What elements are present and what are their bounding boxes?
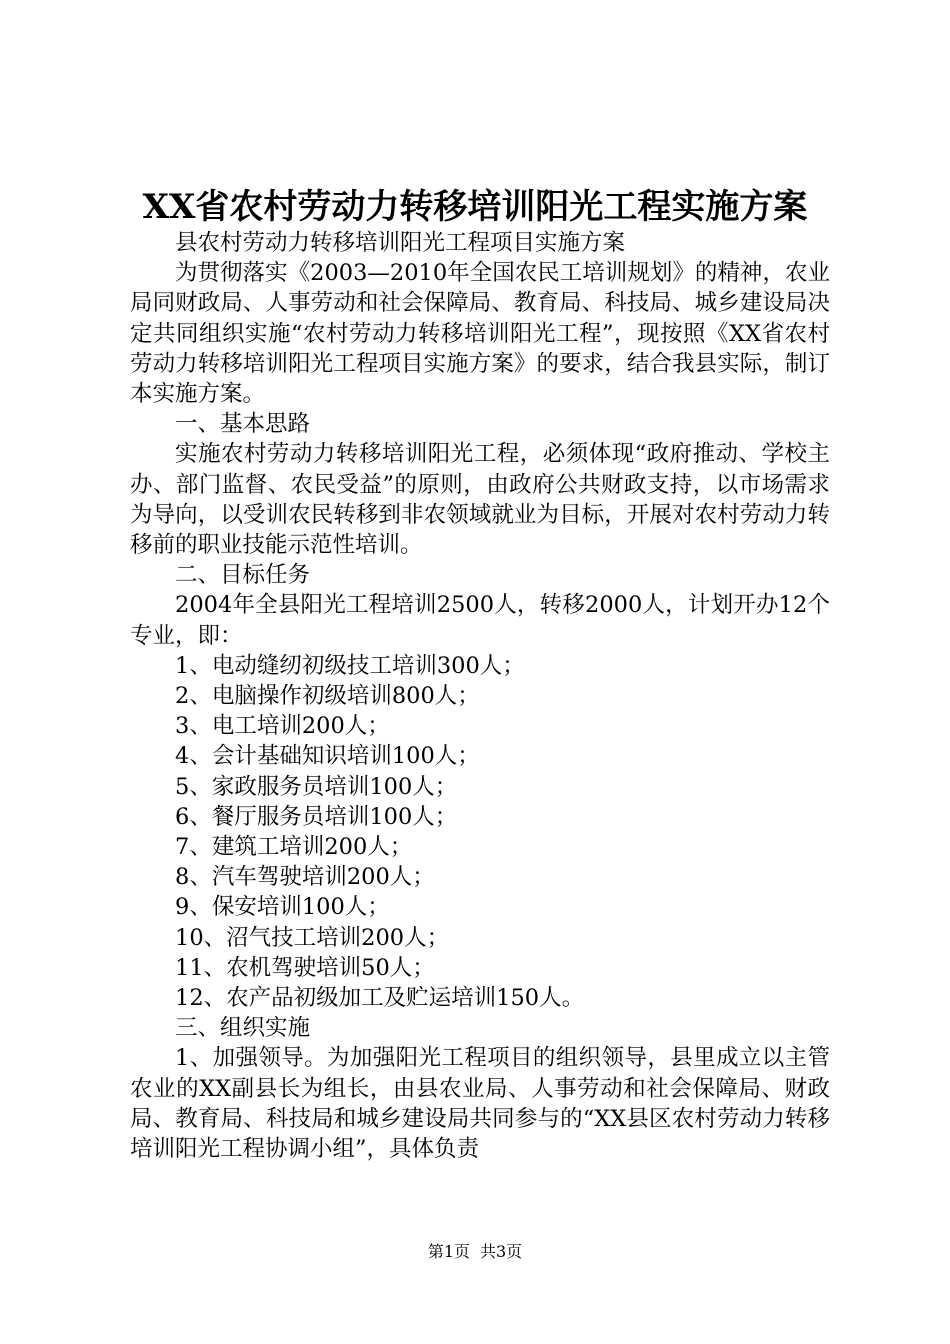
list-item: 7、建筑工培训200人； [175,834,413,861]
goals-paragraph: 2004年全县阳光工程培训2500人，转移2000人，计划开办12个专业，即： [130,592,830,649]
organization-paragraph: 1、加强领导。为加强阳光工程项目的组织领导，县里成立以主管农业的XX副县长为组长，由县农业局、人事劳动和社会保障局、财政局、教育局、科技局和城乡建设局共同参与的“XX县区农村劳动力转移培训阳光工程协调小组”，具体负责 [130,1045,830,1163]
list-item: 10、沼气技工培训200人； [175,924,450,951]
page-total: 共3页 [480,1242,523,1261]
section-heading-goals: 二、目标任务 [175,562,311,589]
page-number: 第1页 [427,1242,470,1261]
list-item: 3、电工培训200人； [175,713,390,740]
list-item: 2、电脑操作初级培训800人； [175,683,480,710]
list-item: 6、餐厅服务员培训100人； [175,803,458,830]
section-heading-basic-ideas: 一、基本思路 [175,411,311,438]
page-footer [0,1240,950,1264]
section-heading-organization: 三、组织实施 [175,1015,311,1042]
list-item: 5、家政服务员培训100人； [175,773,458,800]
intro-paragraph: 为贯彻落实《2003—2010年全国农民工培训规划》的精神，农业局同财政局、人事劳动和社会保障局、教育局、科技局、城乡建设局决定共同组织实施“农村劳动力转移培训阳光工程”，现按照《XX省农村劳动力转移培训阳光工程项目实施方案》的要求，结合我县实际，制订本实施方案。 [130,260,830,408]
list-item: 12、农产品初级加工及贮运培训150人。 [175,985,585,1012]
list-item: 11、农机驾驶培训50人； [175,954,435,981]
document-title: XX省农村劳动力转移培训阳光工程实施方案 [142,187,808,227]
list-item: 4、会计基础知识培训100人； [175,743,480,770]
subtitle-paragraph: 县农村劳动力转移培训阳光工程项目实施方案 [175,230,626,256]
list-item: 1、电动缝纫初级技工培训300人； [175,652,525,679]
list-item: 8、汽车驾驶培训200人； [175,864,435,891]
basic-ideas-paragraph: 实施农村劳动力转移培训阳光工程，必须体现“政府推动、学校主办、部门监督、农民受益”的原则，由政府公共财政支持，以市场需求为导向，以受训农民转移到非农领域就业为目标，开展对农村劳动力转移前的职业技能示范性培训。 [130,441,830,559]
document-body [130,228,830,1164]
list-item: 9、保安培训100人； [175,894,390,921]
